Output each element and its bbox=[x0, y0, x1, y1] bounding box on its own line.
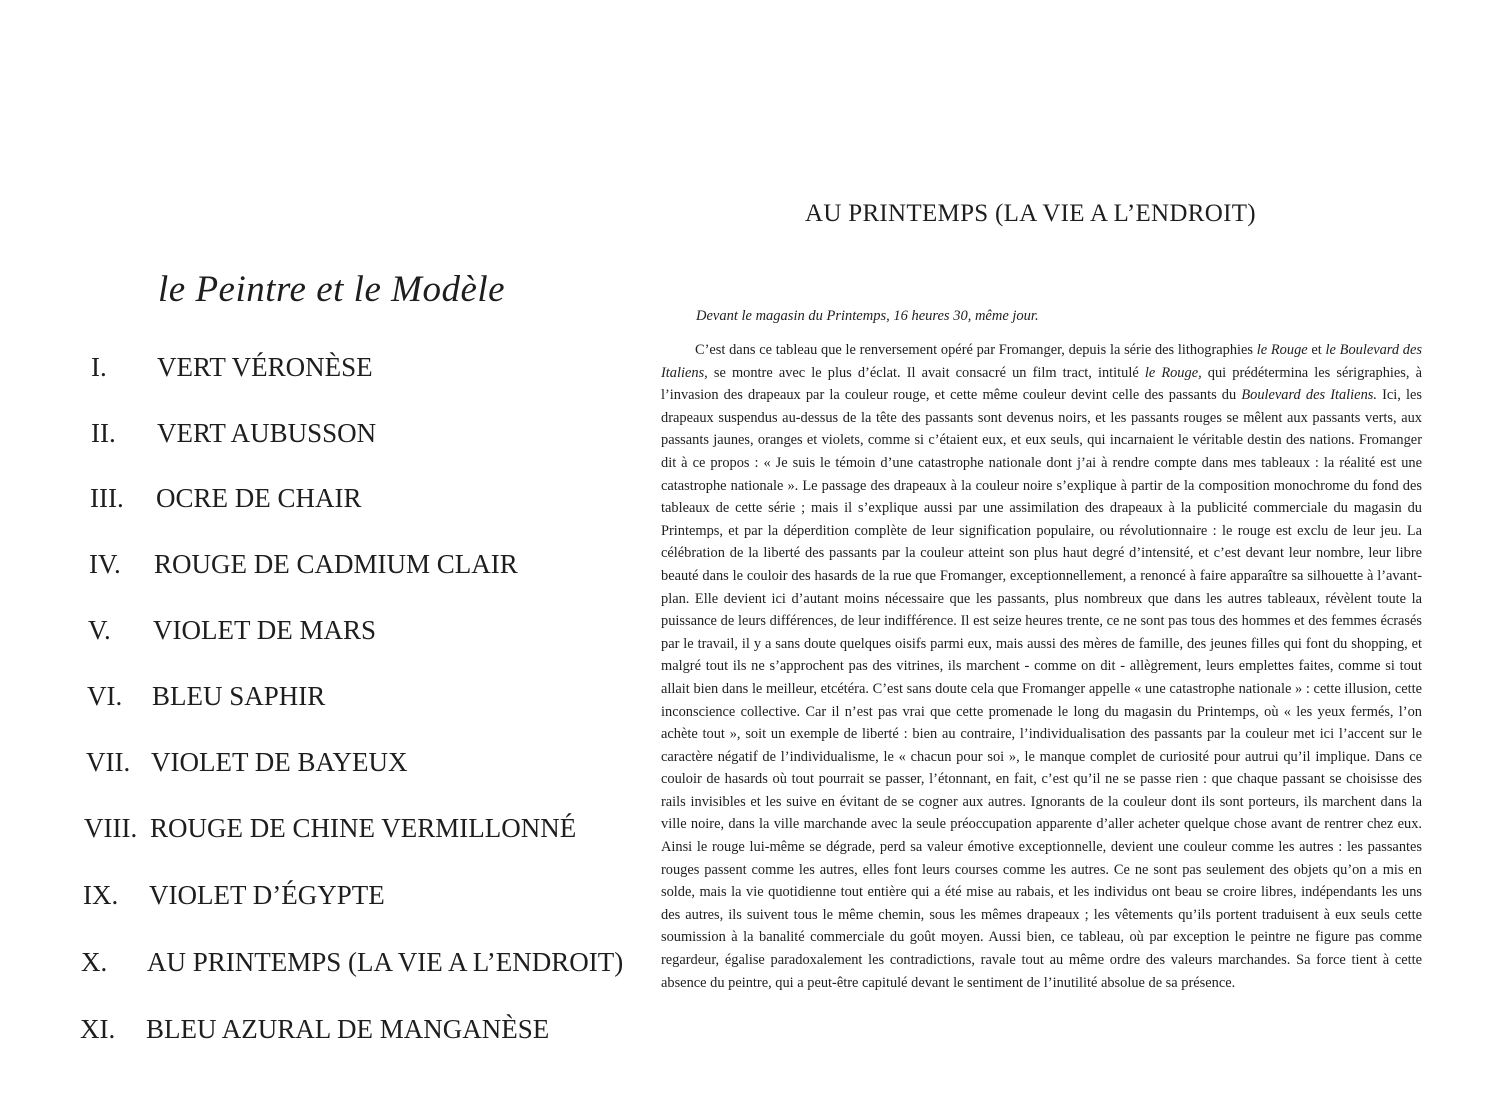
toc-item bbox=[0, 544, 640, 584]
toc-numeral: X. bbox=[81, 947, 108, 977]
toc-item bbox=[0, 1009, 640, 1049]
toc-numeral: I. bbox=[91, 352, 107, 382]
toc-item bbox=[0, 808, 640, 848]
toc-title: OCRE DE CHAIR bbox=[156, 483, 362, 513]
toc-item bbox=[0, 610, 640, 650]
toc-item bbox=[0, 676, 640, 716]
toc-numeral: IX. bbox=[83, 880, 119, 910]
body-text-run: et bbox=[1307, 342, 1326, 358]
toc-item bbox=[0, 347, 640, 387]
toc-numeral: II. bbox=[91, 418, 116, 448]
left-page bbox=[0, 0, 640, 1112]
series-title: le Peintre et le Modèle bbox=[158, 269, 506, 310]
toc-title: VIOLET D’ÉGYPTE bbox=[149, 880, 385, 910]
dateline: Devant le magasin du Printemps, 16 heures 30, même jour. bbox=[696, 308, 1039, 324]
toc-title: VIOLET DE MARS bbox=[153, 615, 377, 645]
toc-numeral: VII. bbox=[86, 747, 131, 777]
body-paragraph bbox=[661, 339, 1422, 994]
toc-title: BLEU AZURAL DE MANGANÈSE bbox=[146, 1014, 550, 1044]
toc-numeral: VI. bbox=[87, 681, 123, 711]
toc-title: ROUGE DE CADMIUM CLAIR bbox=[154, 549, 518, 579]
right-page bbox=[640, 0, 1500, 1112]
toc-item bbox=[0, 742, 640, 782]
toc-title: ROUGE DE CHINE VERMILLONNÉ bbox=[150, 813, 577, 843]
toc-title: VIOLET DE BAYEUX bbox=[151, 747, 408, 777]
artwork-title: le Boulevard des Italiens, bbox=[661, 342, 1422, 381]
toc-numeral: V. bbox=[88, 615, 111, 645]
artwork-title: Boulevard des Italiens. bbox=[1241, 387, 1377, 404]
toc-numeral: III. bbox=[90, 483, 124, 513]
body-text-run: C’est dans ce tableau que le renversement opéré par Fromanger, depuis la série des lithographies bbox=[695, 342, 1257, 358]
toc-item bbox=[0, 875, 640, 915]
toc-title: BLEU SAPHIR bbox=[152, 681, 326, 711]
artwork-title: le Rouge, bbox=[1144, 364, 1202, 381]
toc-numeral: XI. bbox=[80, 1014, 116, 1044]
toc-item bbox=[0, 942, 640, 982]
body-text-run: se montre avec le plus d’éclat. Il avait consacré un film tract, intitulé bbox=[707, 364, 1145, 381]
toc-item bbox=[0, 478, 640, 518]
toc-title: AU PRINTEMPS (LA VIE A L’ENDROIT) bbox=[147, 947, 624, 977]
chapter-title: AU PRINTEMPS (LA VIE A L’ENDROIT) bbox=[805, 200, 1256, 227]
toc-title: VERT VÉRONÈSE bbox=[157, 352, 373, 382]
toc-numeral: IV. bbox=[89, 549, 121, 579]
artwork-title: le Rouge bbox=[1256, 342, 1308, 358]
toc-numeral: VIII. bbox=[84, 813, 138, 843]
toc-item bbox=[0, 413, 640, 453]
body-text-run: qui prédétermina les sérigraphies, à l’invasion des drapeaux par la couleur rouge, et cette même couleur devint celle des passants du bbox=[661, 364, 1422, 404]
body-text-run: Ici, les drapeaux suspendus au-dessus de la tête des passants sont devenus noirs, et les passants rouges se mêlent aux passants verts, aux passants jaunes, oranges et violets, comme si c’étaient eux, et eux seuls, qui incarnaient le véritable destin des nations. Fromanger dit à ce propos : « Je suis le témoin d’une catastrophe nationale dont j’ai à rendre compte dans mes tableaux : la réalité est une catastrophe nationale ». Le passage des drapeaux à la couleur noire s’explique à partir de la composition monochrome du fond des tableaux de cette série ; mais il s’explique aussi par une assimilation des drapeaux à la publicité commerciale du magasin du Printemps, et par la déperdition complète de leur signification populaire, ou révolutionnaire : le rouge est exclu de leur jeu. La célébration de la liberté des passants par la couleur atteint son plus haut degré d’intensité, et c’est devant leur nombre, leur libre beauté dans le couloir des hasards de la rue que Fromanger, exceptionnellement, a renoncé à faire apparaître sa silhouette à l’avant-plan. Elle devient ici d’autant moins nécessaire que les passants, plus nombreux que dans les autres tableaux, révèlent toute la puissance de leurs différences, de leur indifférence. Il est seize heures trente, ce ne sont pas tous des hommes et des femmes écrasés par le travail, il y a sans doute quelques oisifs parmi eux, mais aussi des mères de famille, des jeunes filles qui font du shopping, et malgré tout ils ne s’approchent pas des vitrines, ils marchent - comme on dit - allègrement, leurs emplettes faites, comme si tout allait bien dans le meilleur, etcétéra. C’est sans doute cela que Fromanger appelle « une catastrophe nationale » : cette illusion, cette inconscience collective. Car il n’est pas vrai que cette promenade le long du magasin du Printemps, où « les yeux fermés, l’on achète tout », soit un exemple de liberté : bien au contraire, l’individualisation des passants par la couleur met ici l’accent sur le caractère négatif de l’individualisme, le « chacun pour soi », le manque complet de curiosité pour autrui qu’il implique. Dans ce couloir de hasards où tout pourrait se passer, l’étonnant, en fait, c’est qu’il ne se passe rien : que chaque passant se choisisse des rails invisibles et les suive en évitant de se cogner aux autres. Ignorants de la couleur dont ils sont porteurs, ils marchent dans la ville noire, dans la ville marchande avec la seule préoccupation apparente d’aller acheter quelque chose avant de rentrer chez eux. Ainsi le rouge lui-même se dégrade, perd sa valeur émotive exceptionnelle, devient une couleur comme les autres : les passantes rouges passent comme les autres, elles font leurs courses comme les autres. Ce ne sont pas seulement des objets qu’on a mis en solde, mais la vie quotidienne tout entière qui a été mise au rabais, et les individus ont beau se croire libres, indépendants les uns des autres, ils suivent tous le même chemin, sous les mêmes drapeaux ; les vêtements qu’ils portent traduisent à eux seuls cette soumission à la banalité commerciale du goût moyen. Aussi bien, ce tableau, où par exception le peintre ne figure pas comme regardeur, égalise paradoxalement les contradictions, ravale tout au même ordre des valeurs marchandes. Sa force tient à cette absence du peintre, qui a peut-être capitulé devant le sentiment de l’inutilité absolue de sa présence. bbox=[661, 387, 1422, 991]
toc-title: VERT AUBUSSON bbox=[157, 418, 377, 448]
